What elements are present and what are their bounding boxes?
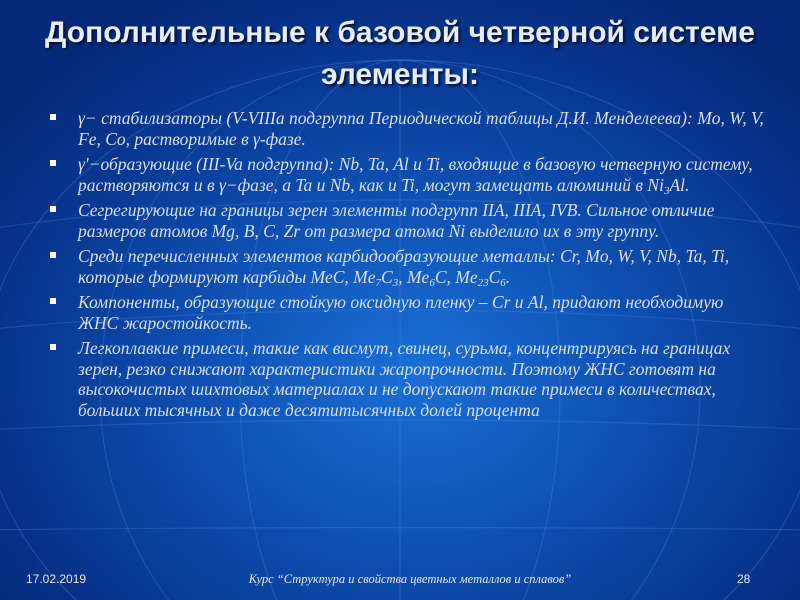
bullet-item-oxide-film — [50, 292, 765, 333]
subscript: 7 — [375, 276, 382, 289]
bullet-text: C — [381, 266, 393, 287]
bullet-text: Среди перечисленных элементов карбидообразующие металлы: Cr, Mo, W, V, Nb, Ta, Ti, которые формируют карбиды МеС, Me — [78, 246, 730, 287]
bullet-item-gamma-prime-formers — [50, 154, 765, 195]
bullet-item-segregating-elements — [50, 200, 765, 241]
slide-title: Дополнительные к базовой четверной системе элементы: — [45, 16, 755, 91]
bullet-item-low-melting-impurities — [50, 338, 765, 420]
square-bullet-icon — [50, 160, 56, 166]
bullet-text: Сегрегирующие на границы зерен элементы подгрупп IIA, IIIA, IVB. Сильное отличие размеров атомов Mg, B, C, Zr от размера атома Ni выделило их в эту группу. — [78, 200, 715, 241]
subscript: 23 — [477, 276, 489, 289]
bullet-text: Компоненты, образующие стойкую оксидную пленку – Cr и Al, придают необходимую ЖНС жаростойкость. — [78, 292, 724, 333]
subscript: 6 — [429, 276, 435, 289]
bullet-text: , Me — [398, 266, 430, 287]
subscript: 6 — [500, 276, 506, 289]
square-bullet-icon — [50, 298, 56, 304]
square-bullet-icon — [50, 114, 56, 120]
subscript: 3 — [392, 276, 399, 289]
footer-course-title: Курс “Структура и свойства цветных металлов и сплавов” — [248, 572, 572, 586]
bullet-text: γ− стабилизаторы (V-VIIIa подгруппа Периодической таблицы Д.И. Менделеева): Mo, W, V, Fe, Co, растворимые в γ-фазе. — [78, 108, 764, 149]
bullet-text: γ'−образующие (III-Va подгруппа): Nb, Ta, Al и Ti, входящие в базовую четверную систему, растворяются и в γ−фазе, а Ta и Nb, как и Ti, могут замещать алюминий в Ni — [78, 154, 753, 195]
square-bullet-icon — [50, 344, 56, 350]
bullet-item-carbide-formers — [50, 246, 765, 287]
bullet-text: Al. — [669, 174, 690, 195]
bullet-text: C — [488, 266, 501, 287]
bullet-text: . — [505, 266, 511, 287]
subscript: 3 — [663, 184, 670, 197]
footer-date: 17.02.2019 — [26, 572, 87, 586]
bullet-item-gamma-stabilizers — [50, 108, 765, 149]
bullet-list — [50, 108, 765, 425]
footer-page-number: 28 — [737, 572, 751, 586]
bullet-text: Легкоплавкие примеси, такие как висмут, свинец, сурьма, концентрируясь на границах зерен, резко снижают характеристики жаропрочности. Поэтому ЖНС готовят на высокочистых шихтовых материалах и не допускают такие примеси в количествах, больших тысячных и даже десятитысячных долей процента — [78, 338, 731, 420]
square-bullet-icon — [50, 206, 56, 212]
bullet-text: C, Me — [434, 266, 478, 287]
square-bullet-icon — [50, 252, 56, 258]
